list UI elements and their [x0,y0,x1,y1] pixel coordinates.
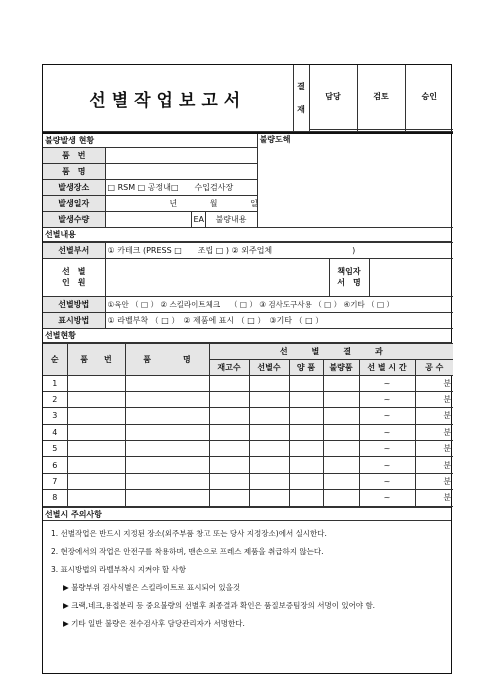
label-responsible: 책임자 서 명 [329,258,369,296]
cell-time[interactable]: ~ [359,391,415,407]
notes-section-label: 선별시 주의사항 [43,507,451,521]
col-sorted: 선별수 [249,359,289,375]
col-part-name: 품 명 [125,343,209,375]
result-header: 선 별 결 과 [209,343,453,359]
cell-stock[interactable] [209,490,249,506]
report-sheet [42,64,452,674]
col-good: 양 품 [289,359,323,375]
col-manhour: 공 수 [415,359,453,375]
date-field[interactable]: 년 월 일 [105,195,257,211]
cell-time[interactable]: ~ [359,408,415,424]
cell-sorted[interactable] [249,391,289,407]
status-rows [43,375,453,506]
approval-col-review: 검토 [357,65,405,129]
input-responsible-sign[interactable] [369,258,453,296]
cell-stock[interactable] [209,391,249,407]
cell-stock[interactable] [209,375,249,391]
cell-manhour[interactable]: 분 [415,424,453,440]
status-row [43,441,453,457]
cell-manhour[interactable]: 분 [415,473,453,489]
cell-defect[interactable] [323,408,359,424]
cell-manhour[interactable]: 분 [415,375,453,391]
cell-part-name[interactable] [125,441,209,457]
cell-good[interactable] [289,391,323,407]
note-item: 1. 선별작업은 반드시 지정된 장소(외주부품 창고 또는 당사 지정장소)에서 실시한다. [51,528,327,538]
cell-part-name[interactable] [125,457,209,473]
method-options[interactable]: ①육안 （ □ ） ② 스킬라이트체크 （ □ ） ③ 검사도구사용 （ □ ） ④기타 （ □ ） [105,296,453,312]
cell-sorted[interactable] [249,424,289,440]
cell-good[interactable] [289,490,323,506]
cell-part-no[interactable] [67,441,125,457]
cell-time[interactable]: ~ [359,441,415,457]
cell-defect[interactable] [323,391,359,407]
row-number: 2 [43,391,67,407]
input-personnel[interactable] [105,258,329,296]
row-number: 7 [43,473,67,489]
cell-part-no[interactable] [67,424,125,440]
row-number: 4 [43,424,67,440]
cell-good[interactable] [289,473,323,489]
notes-list [43,521,451,633]
cell-part-no[interactable] [67,490,125,506]
cell-part-name[interactable] [125,375,209,391]
sorting-section-label: 선별내용 [43,228,451,242]
input-part-no[interactable] [105,147,257,163]
cell-part-name[interactable] [125,473,209,489]
cell-good[interactable] [289,408,323,424]
cell-sorted[interactable] [249,441,289,457]
qty-unit: EA [191,211,205,227]
note-subitem: ▶ 불량부위 검사식별은 스킬라이트로 표시되어 있을것 [63,582,241,592]
col-no: 순 [43,343,67,375]
cell-part-name[interactable] [125,424,209,440]
label-part-name: 품 명 [43,163,105,179]
cell-good[interactable] [289,441,323,457]
label-place: 발생장소 [43,179,105,195]
input-part-name[interactable] [105,163,257,179]
cell-defect[interactable] [323,375,359,391]
status-row [43,490,453,506]
cell-manhour[interactable]: 분 [415,441,453,457]
place-options[interactable]: □ RSM □ 공정내□ 수입검사장 [105,179,257,195]
col-part-no: 품 번 [67,343,125,375]
diagram-area[interactable] [257,133,453,227]
label-date: 발생일자 [43,195,105,211]
note-item: 2. 현장에서의 작업은 안전구를 착용하며, 맨손으로 프레스 제품을 취급하지 않는다. [51,546,324,556]
row-number: 3 [43,408,67,424]
approval-label: 결 재 [293,65,309,132]
cell-part-no[interactable] [67,375,125,391]
row-number: 8 [43,490,67,506]
cell-defect[interactable] [323,457,359,473]
cell-good[interactable] [289,424,323,440]
cell-defect[interactable] [323,490,359,506]
cell-good[interactable] [289,375,323,391]
label-qty: 발생수량 [43,211,105,227]
status-section-label: 선별현황 [43,329,451,343]
cell-time[interactable]: ~ [359,457,415,473]
approval-col-charge: 담당 [309,65,357,129]
status-table [43,343,453,507]
status-row [43,408,453,424]
row-number: 1 [43,375,67,391]
col-defect: 불량품 [323,359,359,375]
cell-part-name[interactable] [125,408,209,424]
cell-manhour[interactable]: 분 [415,457,453,473]
cell-part-name[interactable] [125,490,209,506]
cell-stock[interactable] [209,424,249,440]
cell-part-no[interactable] [67,408,125,424]
cell-sorted[interactable] [249,473,289,489]
label-dept: 선별부서 [43,242,105,258]
row-number: 5 [43,441,67,457]
dept-options[interactable]: ① 카테크 (PRESS □ 조립 □ ) ② 외주업체 ) [105,242,453,258]
cell-stock[interactable] [209,408,249,424]
label-marking: 표시방법 [43,312,105,328]
label-personnel: 선 별 인 원 [43,258,105,296]
cell-good[interactable] [289,457,323,473]
status-row [43,457,453,473]
diagram-label: 불량도해 [259,135,291,144]
cell-sorted[interactable] [249,457,289,473]
cell-defect[interactable] [323,473,359,489]
cell-time[interactable]: ~ [359,490,415,506]
status-row [43,391,453,407]
cell-time[interactable]: ~ [359,424,415,440]
label-method: 선별방법 [43,296,105,312]
note-subitem: ▶ 크랙,네크,용접분리 등 중요불량의 선별후 최종결과 확인은 품질보증팀장의 서명이 있어야 함. [63,600,376,610]
cell-stock[interactable] [209,473,249,489]
sorting-table [43,242,453,329]
status-row [43,424,453,440]
cell-part-no[interactable] [67,473,125,489]
label-part-no: 품 번 [43,147,105,163]
row-number: 6 [43,457,67,473]
cell-defect[interactable] [323,424,359,440]
input-qty[interactable] [105,211,191,227]
cell-defect[interactable] [323,441,359,457]
cell-sorted[interactable] [249,375,289,391]
defect-content-label: 불량내용 [205,211,257,227]
cell-part-no[interactable] [67,457,125,473]
cell-part-name[interactable] [125,391,209,407]
cell-stock[interactable] [209,457,249,473]
status-row [43,375,453,391]
header-table [43,65,453,132]
col-time: 선 별 시 간 [359,359,415,375]
occurrence-section-label: 불량발생 현황 [43,133,257,147]
cell-stock[interactable] [209,441,249,457]
note-subitem: ▶ 기타 일반 불량은 전수검사후 담당관리자가 서명한다. [63,618,245,628]
cell-part-no[interactable] [67,391,125,407]
cell-sorted[interactable] [249,490,289,506]
marking-options[interactable]: ① 라벨부착 （ □ ） ② 제품에 표시 （ □ ） ③기타 （ □ ） [105,312,453,328]
cell-time[interactable]: ~ [359,473,415,489]
cell-time[interactable]: ~ [359,375,415,391]
status-row [43,473,453,489]
occurrence-table [43,132,453,228]
page-title: 선별작업보고서 [43,65,293,132]
cell-manhour[interactable]: 분 [415,408,453,424]
cell-manhour[interactable]: 분 [415,490,453,506]
col-stock: 재고수 [209,359,249,375]
approval-col-approve: 승인 [405,65,453,129]
note-item: 3. 표시방법의 라벨부착시 지켜야 할 사항 [51,564,186,574]
cell-manhour[interactable]: 분 [415,391,453,407]
cell-sorted[interactable] [249,408,289,424]
